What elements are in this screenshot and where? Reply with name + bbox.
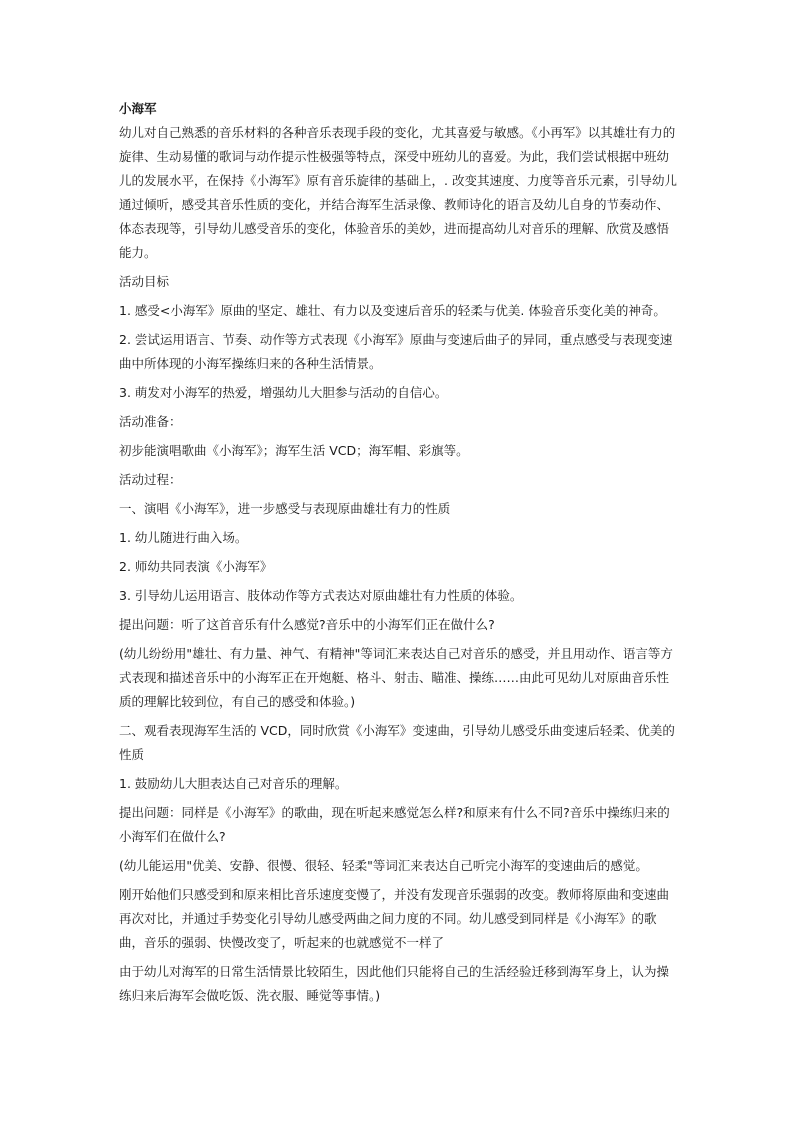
part2-note: 由于幼儿对海军的日常生活情景比较陌生，因此他们只能将自己的生活经验迁移到海军身上，认为操练归来后海军会做吃饭、洗衣服、睡觉等事情。): [119, 964, 670, 1003]
part2-step: 1. 鼓励幼儿大胆表达自己对音乐的理解。: [119, 776, 348, 791]
goals-heading: 活动目标: [119, 274, 170, 289]
part1-heading: 一、演唱《小海军》，进一步感受与表现原曲雄壮有力的性质: [119, 501, 451, 516]
part1-note: (幼儿纷纷用"雄壮、有力量、神气、有精神"等词汇来表达自己对音乐的感受，并且用动作、语言等方式表现和描述音乐中的小海军正在开炮艇、格斗、射击、瞄准、操练……由此可见幼儿对原曲音乐性质的理解比较到位，有自己的感受和体验。): [119, 646, 673, 709]
prep-heading: 活动准备：: [119, 414, 182, 429]
part1-step: 1. 幼儿随进行曲入场。: [119, 530, 248, 545]
part1-step: 3. 引导幼儿运用语言、肢体动作等方式表达对原曲雄壮有力性质的体验。: [119, 588, 523, 603]
document-body: [119, 97, 679, 1013]
goal-item: 3. 萌发对小海军的热爱，增强幼儿大胆参与活动的自信心。: [119, 385, 448, 400]
goal-item: 2. 尝试运用语言、节奏、动作等方式表现《小海军》原曲与变速后曲子的异同，重点感受与表现变速曲中所体现的小海军操练归来的各种生活情景。: [119, 332, 673, 371]
process-heading: 活动过程：: [119, 472, 182, 487]
part2-heading: 二、观看表现海军生活的 VCD，同时欣赏《小海军》变速曲，引导幼儿感受乐曲变速后轻柔、优美的性质: [119, 723, 675, 762]
intro-paragraph: 幼儿对自己熟悉的音乐材料的各种音乐表现手段的变化，尤其喜爱与敏感。《小再军》以其雄壮有力的旋律、生动易懂的歌词与动作提示性极强等特点，深受中班幼儿的喜爱。为此，我们尝试根据中班幼儿的发展水平，在保持《小海军》原有音乐旋律的基础上，. 改变其速度、力度等音乐元素，引导幼儿通过倾听，感受其音乐性质的变化，并结合海军生活录像、教师诗化的语言及幼儿自身的节奏动作、体态表现等，引导幼儿感受音乐的变化，体验音乐的美妙，进而提高幼儿对音乐的理解、欣赏及感悟能力。: [119, 125, 677, 260]
part1-question: 提出问题：听了这首音乐有什么感觉?音乐中的小海军们正在做什么?: [119, 617, 495, 632]
part1-step: 2. 师幼共同表演《小海军》: [119, 559, 273, 574]
part2-note: 刚开始他们只感受到和原来相比音乐速度变慢了，并没有发现音乐强弱的改变。教师将原曲和变速曲再次对比，并通过手势变化引导幼儿感受两曲之间力度的不同。幼儿感受到同样是《小海军》的歌曲，音乐的强弱、快慢改变了，听起来的也就感觉不一样了: [119, 887, 670, 950]
prep-text: 初步能演唱歌曲《小海军》；海军生活 VCD；海军帽、彩旗等。: [119, 443, 469, 458]
goal-item: 1. 感受<小海军》原曲的坚定、雄壮、有力以及变速后音乐的轻柔与优美. 体验音乐变化美的神奇。: [119, 303, 666, 318]
part2-question: 提出问题：同样是《小海军》的歌曲，现在听起来感觉怎么样?和原来有什么不同?音乐中操练归来的小海军们在做什么?: [119, 805, 670, 844]
part2-note: (幼儿能运用"优美、安静、很慢、很轻、轻柔"等词汇来表达自己听完小海军的变速曲后的感觉。: [119, 858, 648, 873]
document-title: 小海军: [119, 101, 157, 116]
